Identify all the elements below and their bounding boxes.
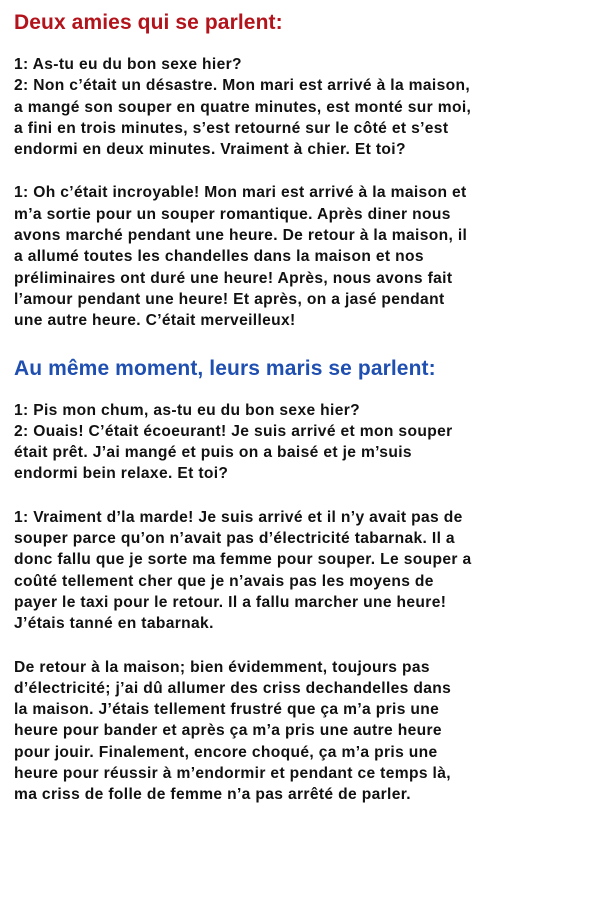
text-line: coûté tellement cher que je n’avais pas les moyens de	[14, 572, 434, 590]
joke-document	[14, 8, 590, 828]
men-exchange-2	[14, 507, 590, 635]
text-line: a fini en trois minutes, s’est retourné sur le côté et s’est	[14, 119, 449, 137]
text-line: était prêt. J’ai mangé et puis on a baisé et je m’suis	[14, 444, 412, 462]
text-line: 1: Vraiment d’la marde! Je suis arrivé et il n’y avait pas de	[14, 508, 463, 526]
men-exchange-3	[14, 657, 590, 806]
text-line: endormi en deux minutes. Vraiment à chier. Et toi?	[14, 141, 406, 159]
text-line: m’a sortie pour un souper romantique. Après diner nous	[14, 205, 451, 223]
men-exchange-1	[14, 400, 590, 485]
text-line: heure pour réussir à m’endormir et pendant ce temps là,	[14, 765, 451, 783]
text-line: souper parce qu’on n’avait pas d’électricité tabarnak. Il a	[14, 530, 455, 548]
text-line: une autre heure. C’était merveilleux!	[14, 312, 296, 330]
text-line: la maison. J’étais tellement frustré que ça m’a pris une	[14, 701, 440, 719]
text-line: 2: Ouais! C’était écoeurant! Je suis arrivé et mon souper	[14, 422, 453, 440]
text-line: payer le taxi pour le retour. Il a fallu marcher une heure!	[14, 593, 447, 611]
text-line: 2: Non c’était un désastre. Mon mari est arrivé à la maison,	[14, 77, 471, 95]
text-line: a allumé toutes les chandelles dans la maison et nos	[14, 248, 424, 266]
text-line: endormi bein relaxe. Et toi?	[14, 465, 229, 483]
text-line: 1: Pis mon chum, as-tu eu du bon sexe hier?	[14, 401, 361, 419]
text-line: pour jouir. Finalement, encore choqué, ça m’a pris une	[14, 743, 438, 761]
text-line: d’électricité; j’ai dû allumer des criss dechandelles dans	[14, 679, 452, 697]
women-exchange-1	[14, 54, 590, 160]
text-line: l’amour pendant une heure! Et après, on a jasé pendant	[14, 290, 445, 308]
text-line: avons marché pendant une heure. De retour à la maison, il	[14, 227, 468, 245]
men-heading: Au même moment, leurs maris se parlent:	[14, 356, 436, 380]
text-line: heure pour bander et après ça m’a pris une autre heure	[14, 722, 442, 740]
text-line: ma criss de folle de femme n’a pas arrêté de parler.	[14, 786, 411, 804]
text-line: a mangé son souper en quatre minutes, est monté sur moi,	[14, 98, 472, 116]
text-line: donc fallu que je sorte ma femme pour souper. Le souper a	[14, 551, 472, 569]
text-line: 1: As-tu eu du bon sexe hier?	[14, 56, 242, 73]
text-line: préliminaires ont duré une heure! Après, nous avons fait	[14, 269, 453, 287]
text-line: De retour à la maison; bien évidemment, toujours pas	[14, 658, 430, 676]
text-line: J’étais tanné en tabarnak.	[14, 615, 214, 633]
text-line: 1: Oh c’était incroyable! Mon mari est arrivé à la maison et	[14, 184, 467, 202]
women-exchange-2	[14, 182, 590, 331]
women-heading: Deux amies qui se parlent:	[14, 11, 283, 34]
